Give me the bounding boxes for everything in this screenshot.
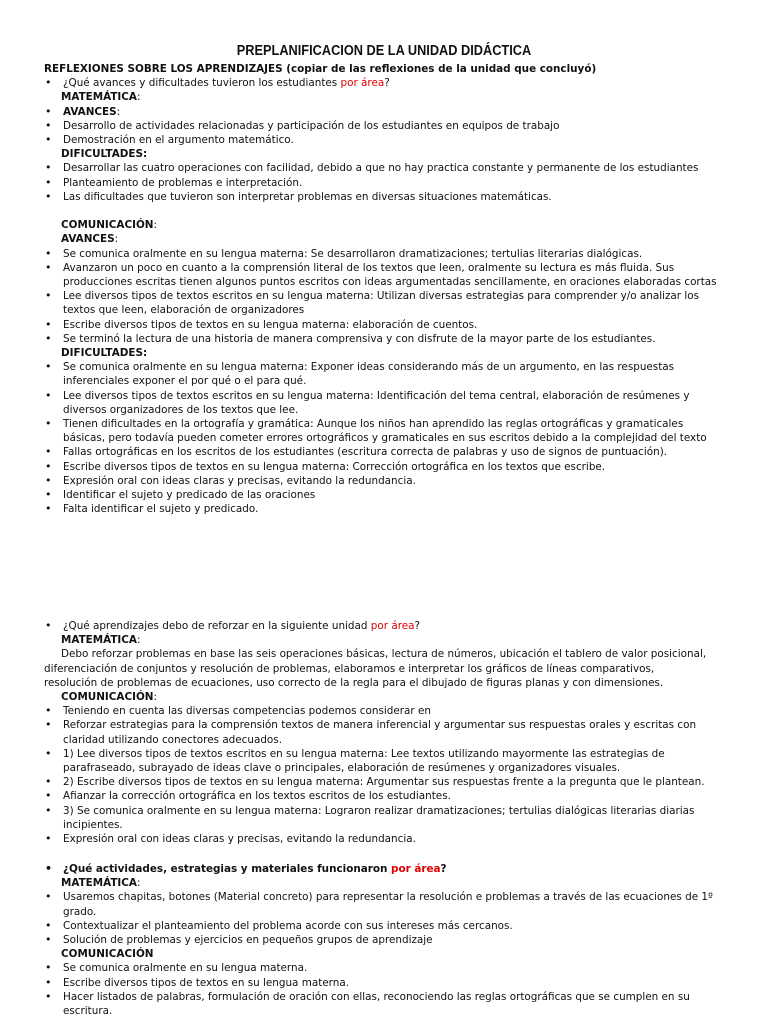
list-item-text: • Se comunica oralmente en su lengua materna: Se desarrollaron dramatizaciones; tertulias literarias dialógicas. <box>44 247 740 261</box>
list-item: • Las dificultades que tuvieron son interpretar problemas en diversas situaciones matemáticas. <box>44 190 740 204</box>
list-item <box>44 474 740 488</box>
list-item-text: • Fallas ortográficas en los escritos de los estudiantes (escritura correcta de palabras y uso de signos de puntuación). <box>44 445 740 459</box>
list-item-text: • Lee diversos tipos de textos escritos en su lengua materna: Identificación del tema central, elaboración de resúmenes y <box>44 389 740 403</box>
list-item <box>44 747 740 775</box>
por-area-highlight: por área <box>340 77 385 90</box>
list-item-text: • Expresión oral con ideas claras y precisas, evitando la redundancia. <box>44 474 740 488</box>
list-item <box>44 247 740 261</box>
colon: : <box>153 691 158 704</box>
colon: : <box>136 634 141 647</box>
list-item <box>44 718 740 746</box>
por-area-highlight: por área <box>391 863 441 875</box>
list-item <box>44 990 740 1018</box>
list-item-text: producciones escritas tienen algunos puntos escritos con ideas argumentadas sencillamente, en oraciones elaboradas cortas <box>63 276 717 289</box>
list-item-text: inferenciales exponer el por qué o el para qué. <box>63 375 307 388</box>
avances-label <box>44 105 740 119</box>
list-item-text: • Escribe diversos tipos de textos en su lengua materna: Corrección ortográfica en los textos que escribe. <box>44 460 740 474</box>
avances-heading: AVANCES <box>63 105 117 118</box>
comunicacion-heading: COMUNICACIÓN <box>61 948 154 961</box>
list-item-text: • Falta identificar el sujeto y predicado. <box>44 502 740 516</box>
list-item-text: diversos organizadores de los textos que lee. <box>63 403 299 416</box>
list-item-text: • Hacer listados de palabras, formulación de oración con ellas, reconociendo las reglas ortográficas que se cumplen en su <box>44 990 740 1004</box>
comunicacion-heading: COMUNICACIÓN <box>61 691 154 704</box>
reflections-section <box>44 62 740 516</box>
list-item <box>44 318 740 332</box>
question-mark: ? <box>440 863 447 875</box>
list-item <box>44 832 740 846</box>
list-item <box>44 445 740 459</box>
list-item-text: • Escribe diversos tipos de textos en su lengua materna. <box>44 976 740 990</box>
question-text: ¿Qué aprendizajes debo de reforzar en la siguiente unidad <box>63 620 371 632</box>
question-refuerzo <box>44 619 740 633</box>
avances-heading: AVANCES <box>61 233 115 246</box>
dificultades-heading: DIFICULTADES: <box>61 148 148 161</box>
comunicacion-heading: COMUNICACIÓN <box>61 219 154 232</box>
list-item-text: • Afianzar la corrección ortográfica en los textos escritos de los estudiantes. <box>44 789 740 803</box>
list-item-text: básicas, pero todavía pueden cometer errores ortográficos y gramaticales en sus escritos debido a la complejidad del texto <box>63 432 707 445</box>
question-actividades <box>44 862 740 876</box>
matematica-label <box>44 90 740 104</box>
list-item-text: textos que leen, elaboración de organizadores <box>63 304 305 317</box>
list-item-text: • Expresión oral con ideas claras y precisas, evitando la redundancia. <box>44 832 740 846</box>
list-item: • Desarrollo de actividades relacionadas y participación de los estudiantes en equipos de trabajo <box>44 119 740 133</box>
list-item <box>44 289 740 317</box>
list-item-text: • Se terminó la lectura de una historia de manera comprensiva y con disfrute de la mayor parte de los estudiantes. <box>44 332 740 346</box>
reflections-heading: REFLEXIONES SOBRE LOS APRENDIZAJES (copiar de las reflexiones de la unidad que concluyó) <box>44 63 597 75</box>
list-item-text: • Reforzar estrategias para la comprensión textos de manera inferencial y argumentar sus respuestas orales y escritas con <box>44 718 740 732</box>
question-text: ¿Qué avances y dificultades tuvieron los estudiantes <box>63 77 341 90</box>
list-item <box>44 804 740 832</box>
list-item <box>44 502 740 516</box>
question-text: ¿Qué actividades, estrategias y materiales funcionaron <box>63 863 392 875</box>
matematica-label <box>44 633 740 647</box>
avances-label <box>44 232 740 246</box>
list-item-text: incipientes. <box>63 818 123 831</box>
list-item-text: • Se comunica oralmente en su lengua materna: Exponer ideas considerando más de un argumento, en las respuestas <box>44 360 740 374</box>
list-item-text: claridad utilizando conectores adecuados. <box>63 733 283 746</box>
actividades-section <box>44 862 740 1018</box>
list-item <box>44 488 740 502</box>
colon: : <box>116 105 121 118</box>
list-item-text: parafraseado, subrayado de ideas clave o principales, elaboración de resúmenes y organizadores visuales. <box>63 762 621 775</box>
list-item <box>44 704 740 718</box>
list-item-text: • Se comunica oralmente en su lengua materna. <box>44 961 740 975</box>
question-mark: ? <box>384 77 390 90</box>
refuerzo-mat-text: resolución de problemas de ecuaciones, uso correcto de la regla para el dibujado de figuras planas y con dimensiones. <box>44 676 664 689</box>
list-item <box>44 789 740 803</box>
list-item-text: • Teniendo en cuenta las diversas competencias podemos considerar en <box>44 704 740 718</box>
list-item <box>44 389 740 417</box>
list-item <box>44 961 740 975</box>
list-item-text: • Contextualizar el planteamiento del problema acorde con sus intereses más cercanos. <box>44 919 740 933</box>
list-item: • Planteamiento de problemas e interpretación. <box>44 176 740 190</box>
por-area-highlight: por área <box>370 620 415 632</box>
list-item-text: • Lee diversos tipos de textos escritos en su lengua materna: Utilizan diversas estrategias para comprender y/o analizar los <box>44 289 740 303</box>
matematica-heading: MATEMÁTICA <box>61 634 137 647</box>
dificultades-heading: DIFICULTADES: <box>61 347 148 360</box>
colon: : <box>136 877 141 890</box>
document-title: PREPLANIFICACION DE LA UNIDAD DIDÁCTICA <box>236 43 532 59</box>
matematica-heading: MATEMÁTICA <box>61 91 137 104</box>
colon: : <box>136 91 141 104</box>
list-item <box>44 976 740 990</box>
spacer <box>44 204 740 218</box>
question-mark: ? <box>414 620 421 632</box>
list-item: • Desarrollar las cuatro operaciones con facilidad, debido a que no hay practica constante y permanente de los estudiantes <box>44 161 740 175</box>
list-item-text: • Identificar el sujeto y predicado de las oraciones <box>44 488 740 502</box>
list-item <box>44 890 740 918</box>
question-avances-dificultades <box>44 76 740 90</box>
list-item-text: • Avanzaron un poco en cuanto a la comprensión literal de los textos que leen, oralmente su lectura es más fluida. Sus <box>44 261 740 275</box>
list-item <box>44 261 740 289</box>
list-item-text: • Usaremos chapitas, botones (Material concreto) para representar la resolución e problemas a través de las ecuaciones de 1º <box>44 890 740 904</box>
colon: : <box>153 219 158 232</box>
list-item: • Demostración en el argumento matemático. <box>44 133 740 147</box>
list-item-text: • 2) Escribe diversos tipos de textos en su lengua materna: Argumentar sus respuestas frente a la pregunta que le plantean. <box>44 775 740 789</box>
list-item-text: • Tienen dificultades en la ortografía y gramática: Aunque los niños han aprendido las reglas ortográficas y gramaticales <box>44 417 740 431</box>
comunicacion-label <box>44 690 740 704</box>
list-item-text: grado. <box>63 905 97 918</box>
list-item <box>44 332 740 346</box>
list-item <box>44 933 740 947</box>
list-item-text: • 3) Se comunica oralmente en su lengua materna: Lograron realizar dramatizaciones; tertulias dialógicas literarias diarias <box>44 804 740 818</box>
list-item <box>44 460 740 474</box>
matematica-heading: MATEMÁTICA <box>61 877 137 890</box>
list-item-text: • Escribe diversos tipos de textos en su lengua materna: elaboración de cuentos. <box>44 318 740 332</box>
matematica-label <box>44 876 740 890</box>
colon: : <box>114 233 119 246</box>
list-item <box>44 417 740 445</box>
list-item-text: escritura. <box>63 1005 113 1018</box>
list-item <box>44 360 740 388</box>
list-item-text: • Solución de problemas y ejercicios en pequeños grupos de aprendizaje <box>44 933 740 947</box>
list-item-text: • 1) Lee diversos tipos de textos escritos en su lengua materna: Lee textos utilizando mayormente las estrategias de <box>44 747 740 761</box>
list-item <box>44 775 740 789</box>
comunicacion-label <box>44 218 740 232</box>
refuerzo-mat-text: Debo reforzar problemas en base las seis operaciones básicas, lectura de números, ubicación el tablero de valor posicional, <box>61 648 707 661</box>
refuerzo-mat-text: diferenciación de conjuntos y resolución de problemas, elaboramos e interpretar los gráficos de líneas comparativos, <box>44 662 655 675</box>
list-item <box>44 919 740 933</box>
refuerzo-section <box>44 619 740 846</box>
